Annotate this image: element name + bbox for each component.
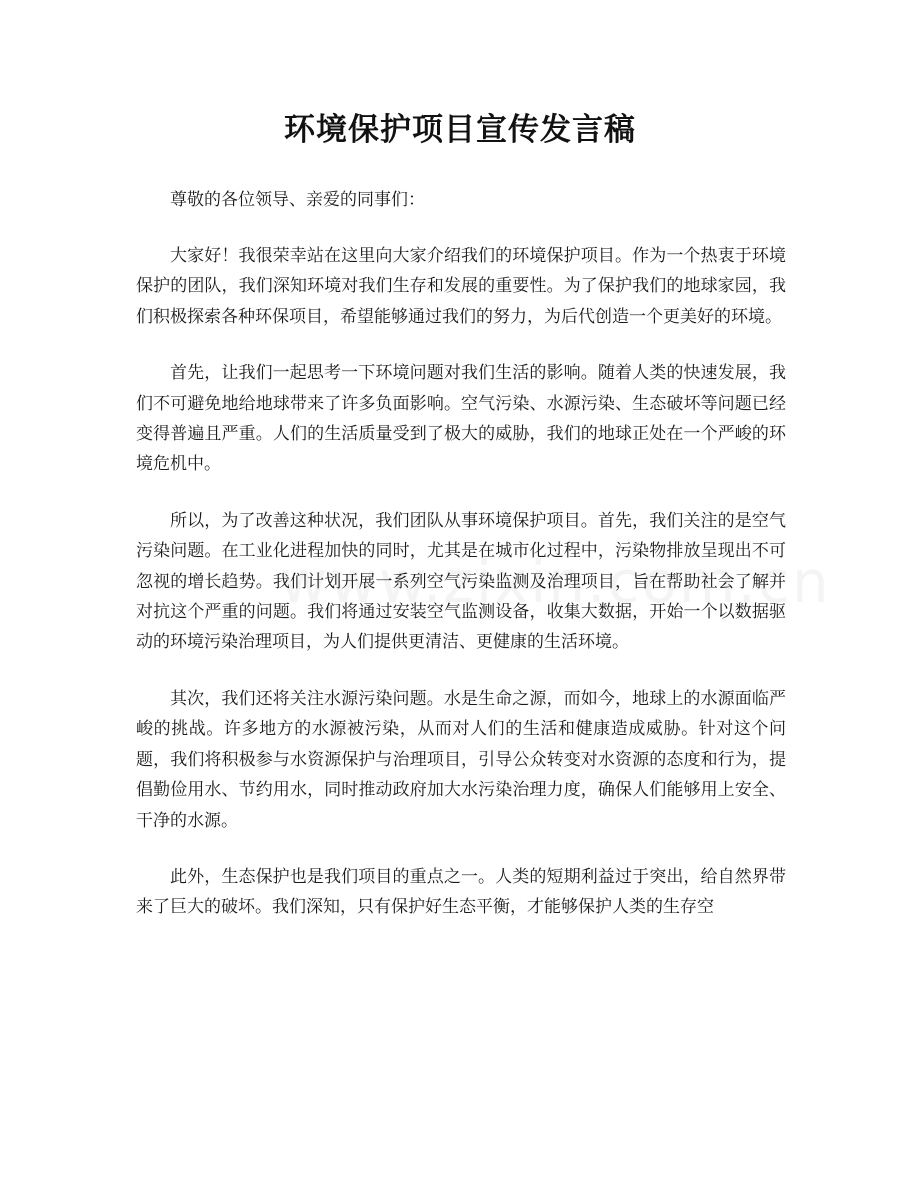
paragraph-air-pollution: 所以，为了改善这种状况，我们团队从事环境保护项目。首先，我们关注的是空气污染问题。在工业化进程加快的同时，尤其是在城市化过程中，污染物排放呈现出不可忽视的增长趋势。我们计划开展一系列空气污染监测及治理项目，旨在帮助社会了解并对抗这个严重的问题。我们将通过安装空气监测设备，收集大数据，开始一个以数据驱动的环境污染治理项目，为人们提供更清洁、更健康的生活环境。 (136, 510, 786, 653)
paragraph-ecology: 此外，生态保护也是我们项目的重点之一。人类的短期利益过于突出，给自然界带来了巨大的破坏。我们深知，只有保护好生态平衡，才能够保护人类的生存空 (136, 866, 786, 918)
paragraph-problems: 首先，让我们一起思考一下环境问题对我们生活的影响。随着人类的快速发展，我们不可避免地给地球带来了许多负面影响。空气污染、水源污染、生态破坏等问题已经变得普遍且严重。人们的生活质量受到了极大的威胁，我们的地球正处在一个严峻的环境危机中。 (136, 363, 786, 475)
document-body (136, 185, 786, 923)
salutation: 尊敬的各位领导、亲爱的同事们： (170, 190, 425, 210)
document-title: 环境保护项目宣传发言稿 (284, 112, 636, 148)
paragraph-intro: 大家好！我很荣幸站在这里向大家介绍我们的环境保护项目。作为一个热衷于环境保护的团队，我们深知环境对我们生存和发展的重要性。为了保护我们的地球家园，我们积极探索各种环保项目，希望能够通过我们的努力，为后代创造一个更美好的环境。 (136, 246, 786, 327)
paragraph-water-pollution: 其次，我们还将关注水源污染问题。水是生命之源，而如今，地球上的水源面临严峻的挑战。许多地方的水源被污染，从而对人们的生活和健康造成威胁。针对这个问题，我们将积极参与水资源保护与治理项目，引导公众转变对水资源的态度和行为，提倡勤俭用水、节约用水，同时推动政府加大水污染治理力度，确保人们能够用上安全、干净的水源。 (136, 688, 786, 831)
